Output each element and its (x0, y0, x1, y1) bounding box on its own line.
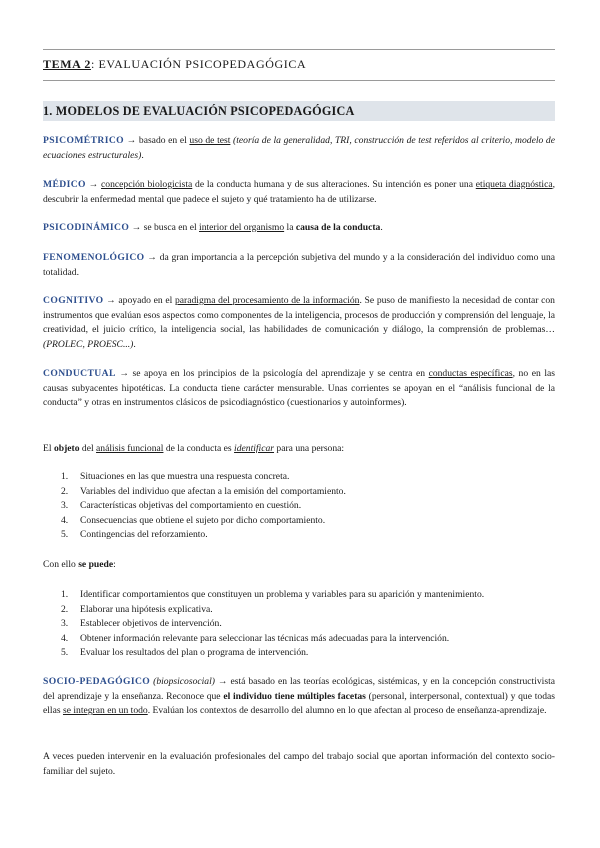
list-item: 2. Elaborar una hipótesis explicativa. (61, 603, 213, 615)
list-item: 2. Variables del individuo que afectan a la emisión del comportamiento. (61, 485, 346, 497)
text: (personal, interpersonal, contextual) y que todas ellas (43, 690, 555, 717)
text: → basado en el (124, 135, 190, 146)
list-item: 4. Consecuencias que obtiene el sujeto por dicho comportamiento. (61, 514, 326, 526)
text: de la conducta humana y de sus alteraciones. Su intención es poner una (192, 179, 476, 190)
list-item: 4. Obtener información relevante para seleccionar las técnicas más adecuadas para la intervención. (61, 632, 450, 644)
puede-list (43, 588, 555, 661)
underlined-text: concepción biologicista (101, 179, 193, 190)
text: , no en las causas subyacentes hipotéticas. La conducta tiene carácter mensurable. Unas corrientes se apoyan en el “análisis funcional de la conducta” y otras en instrumentos clásicos de psicodiagnóstico (cuestionarios y autoinformes). (43, 368, 555, 409)
italic-text: (PROLEC, PROESC...) (43, 338, 134, 350)
list-item: 5. Contingencias del reforzamiento. (61, 529, 208, 541)
text: del (79, 443, 97, 454)
underlined-italic-text: identificar (234, 443, 275, 454)
objeto-list (43, 470, 555, 543)
bold-text: causa de la conducta (295, 222, 381, 233)
title-prefix: TEMA 2 (43, 57, 91, 71)
underlined-text: paradigma del procesamiento de la información (174, 295, 360, 306)
text: → se busca en el (129, 222, 200, 233)
list-item-text: Evaluar los resultados del plan o programa de intervención. (80, 647, 309, 659)
text: → (85, 179, 102, 190)
text: Con ello (43, 559, 79, 570)
text: → apoyado en el (103, 295, 175, 306)
model-medico (43, 178, 555, 207)
top-rule (43, 49, 555, 50)
model-label: FENOMENOLÓGICO (43, 252, 145, 263)
list-item: 1. Situaciones en las que muestra una respuesta concreta. (61, 471, 290, 482)
text: : (113, 559, 116, 570)
text: → da gran importancia a la percepción subjetiva del mundo y a la consideración del individuo como una totalidad. (43, 252, 555, 278)
underlined-text: uso de test (189, 135, 231, 146)
model-fenomenologico (43, 251, 555, 280)
text: para una persona: (274, 443, 345, 454)
objeto-paragraph (43, 442, 555, 457)
list-item-text: Contingencias del reforzamiento. (80, 529, 208, 541)
list-item-text: Situaciones en las que muestra una respuesta concreta. (80, 471, 290, 482)
italic-text: (biopsicosocial) (153, 676, 215, 687)
text: . (380, 222, 383, 233)
list-item-text: Consecuencias que obtiene el sujeto por dicho comportamiento. (80, 514, 326, 526)
model-label: MÉDICO (43, 179, 86, 190)
list-item-text: Elaborar una hipótesis explicativa. (80, 603, 213, 615)
underlined-text: análisis funcional (96, 443, 164, 454)
model-psicodinamico (43, 221, 555, 236)
model-conductual (43, 367, 555, 411)
text: . (133, 338, 136, 350)
bold-text: el individuo tiene múltiples facetas (223, 690, 366, 702)
text: El (43, 443, 54, 454)
list-item: 3. Características objetivas del comportamiento en cuestión. (61, 500, 302, 512)
underlined-text: etiqueta diagnóstica (475, 179, 553, 190)
bold-text: se puede (78, 559, 114, 570)
text: . (141, 149, 144, 161)
con-ello-paragraph (43, 558, 555, 573)
title-rule (43, 80, 555, 81)
model-label: PSICOMÉTRICO (43, 135, 125, 146)
underlined-text: interior del organismo (199, 222, 285, 233)
list-item: 1. Identificar comportamientos que constituyen un problema y variables para su aparición y mantenimiento. (61, 589, 485, 600)
text: , descubrir la enfermedad mental que padece el sujeto y qué tratamiento ha de utilizarse. (43, 179, 555, 205)
model-label: SOCIO-PEDAGÓGICO (43, 676, 151, 687)
page-title (43, 57, 306, 72)
text: de la conducta es (163, 443, 235, 454)
model-label: PSICODINÁMICO (43, 222, 130, 233)
underlined-text: se integran en un todo (62, 705, 148, 717)
bold-text: objeto (53, 443, 80, 454)
text: → se apoya en los principios de la psicología del aprendizaje y se centra en (115, 368, 429, 379)
model-cognitivo (43, 294, 555, 352)
list-item-text: Establecer objetivos de intervención. (80, 618, 222, 630)
model-sociopedagogico (43, 675, 555, 719)
list-item-text: Características objetivas del comportamiento en cuestión. (80, 500, 302, 512)
text: → está basado en las teorías ecológicas, sistémicas, y en la concepción constructivista del aprendizaje y la enseñanza. Reconoce que (43, 676, 555, 702)
model-label: CONDUCTUAL (43, 368, 116, 379)
list-item: 5. Evaluar los resultados del plan o programa de intervención. (61, 647, 309, 659)
model-psicometrico (43, 134, 555, 163)
final-paragraph: A veces pueden intervenir en la evaluación profesionales del campo del trabajo social que aportan información del contexto socio-familiar del sujeto. (43, 751, 555, 777)
list-item-text: Obtener información relevante para seleccionar las técnicas más adecuadas para la intervención. (80, 632, 450, 644)
text: . Evalúan los contextos de desarrollo del alumno en lo que afectan al proceso de enseñanza-aprendizaje. (147, 705, 547, 717)
italic-text: (teoría de la generalidad, TRI, construcción de test referidos al criterio, modelo de ecuaciones estructurales) (43, 135, 555, 161)
list-item-text: Identificar comportamientos que constituyen un problema y variables para su aparición y mantenimiento. (80, 589, 485, 600)
text: . Se puso de manifiesto la necesidad de contar con instrumentos que evalúan esos aspectos como componentes de la inteligencia, procesos de producción y comprensión del lenguaje, la creatividad, el juicio crítico, la inteligencia social, las habilidades de comunicación y diálogo, la comprensión de problemas… (43, 295, 555, 336)
model-label: COGNITIVO (43, 295, 104, 306)
title-rest: : EVALUACIÓN PSICOPEDAGÓGICA (90, 57, 307, 71)
list-item: 3. Establecer objetivos de intervención. (61, 618, 222, 630)
underlined-text: conductas específicas (428, 368, 513, 379)
text: la (284, 222, 296, 233)
list-item-text: Variables del individuo que afectan a la emisión del comportamiento. (80, 485, 346, 497)
section-heading: 1. MODELOS DE EVALUACIÓN PSICOPEDAGÓGICA (43, 101, 555, 121)
